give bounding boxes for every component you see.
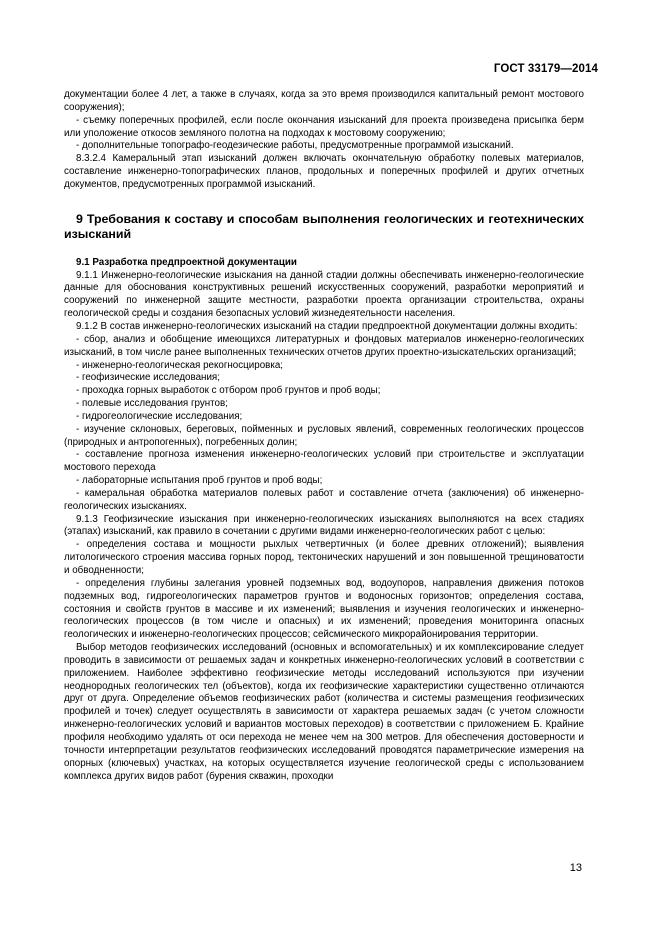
clause-9-1-3: 9.1.3 Геофизические изыскания при инженерно-геологических изысканиях выполняются на всех стадиях (этапах) изысканий, как правило в сочетании с другими видами инженерно-геологических работ с целью:: [64, 513, 584, 538]
list-item-additional-works: - дополнительные топографо-геодезические работы, предусмотренные программой изысканий.: [76, 140, 514, 152]
list-item: - гидрогеологические исследования;: [76, 410, 243, 422]
list-item: - сбор, анализ и обобщение имеющихся литературных и фондовых материалов инженерно-геологических изысканий, в том числе ранее выполненных технических отчетов других проектно-изыскательских организаций;: [64, 333, 584, 358]
document-code-header: ГОСТ 33179—2014: [493, 63, 598, 75]
list-item: - проходка горных выработок с отбором проб грунтов и проб воды;: [76, 385, 381, 397]
list-item: - изучение склоновых, береговых, пойменных и русловых явлений, современных геологических процессов (природных и антропогенных), погребенных долин;: [64, 423, 584, 448]
paragraph-continued: документации более 4 лет, а также в случаях, когда за это время производился капитальный ремонт мостового сооружения);: [64, 89, 584, 113]
clause-9-1-1: 9.1.1 Инженерно-геологические изыскания на данной стадии должны обеспечивать инженерно-геологические данные для обоснования конструктивных решений искусственных сооружений, разработки мероприятий и сооружений по инженерной защите местности, разработки проекта организации строительства, охраны геологической среды и создания безопасных условий жизнедеятельности населения.: [64, 269, 584, 320]
subsection-9-1-title: 9.1 Разработка предпроектной документации: [76, 256, 297, 268]
list-item: - определения состава и мощности рыхлых четвертичных (и более древних отложений); выявления литологического строения массива горных пород, тектонических нарушений и зон повышенной трещиноватости и обводненности;: [64, 539, 584, 576]
list-item: - составление прогноза изменения инженерно-геологических условий при строительстве и эксплуатации мостового перехода: [64, 449, 584, 474]
list-item: - инженерно-геологическая рекогносцировка;: [76, 359, 284, 371]
page-body: [64, 89, 584, 783]
paragraph-methods-selection: Выбор методов геофизических исследований (основных и вспомогательных) и их комплексирование следует проводить в зависимости от решаемых задач и конкретных инженерно-геологических условий в соответствии с приложением. Наиболее эффективно геофизические методы исследований используются при изучении неоднородных геологических тел (объектов), когда их геофизические характеристики существенно отличаются друг от друга. Определение объемов геофизических работ (количества и системы размещения геофизических профилей и точек) следует осуществлять в зависимости от характера решаемых задач (с учетом сложности инженерно-геологических условий и вариантов мостовых переходов) в соответствии с приложением Б. Крайние профиля необходимо удалять от оси перехода не менее чем на 300 метров. Для обеспечения достоверности и точности интерпретации результатов геофизических исследований проводятся параметрические измерения на опорных (ключевых) участках, на которых осуществляется изучение геологической среды с использованием комплекса других видов работ (бурения скважин, проходки: [64, 642, 584, 782]
clause-8-3-2-4: 8.3.2.4 Камеральный этап изысканий должен включать окончательную обработку полевых материалов, составление инженерно-топографических планов, продольных и поперечных профилей и других отчетных документов, предусмотренных программой изысканий.: [64, 153, 584, 190]
page-number: 13: [569, 862, 582, 874]
list-item: - геофизические исследования;: [76, 372, 220, 384]
list-item-profiles: - съемку поперечных профилей, если после окончания изысканий для проекта произведена присыпка берм или уположение откосов земляного полотна на подходах к мостовому сооружению;: [64, 114, 584, 139]
section-9-title: 9 Требования к составу и способам выполнения геологических и геотехнических изысканий: [64, 211, 584, 242]
list-item: - камеральная обработка материалов полевых работ и составление отчета (заключения) об инженерно-геологических изысканиях.: [64, 487, 584, 512]
list-item: - определения глубины залегания уровней подземных вод, водоупоров, направления движения потоков подземных вод, гидрогеологических параметров грунтов и водоносных горизонтов; определения состава, состояния и свойств грунтов в массиве и их изменений; выявления и изучения геологических и инженерно-геологических процессов (в том числе и опасных) и их изменений; проведения мониторинга опасных геологических и инженерно-геологических процессов; сейсмического микрорайонирования территории.: [64, 577, 584, 641]
list-item: - полевые исследования грунтов;: [76, 398, 228, 410]
list-item: - лабораторные испытания проб грунтов и проб воды;: [76, 475, 323, 487]
clause-9-1-2: 9.1.2 В состав инженерно-геологических изысканий на стадии предпроектной документации должны входить:: [76, 320, 578, 332]
